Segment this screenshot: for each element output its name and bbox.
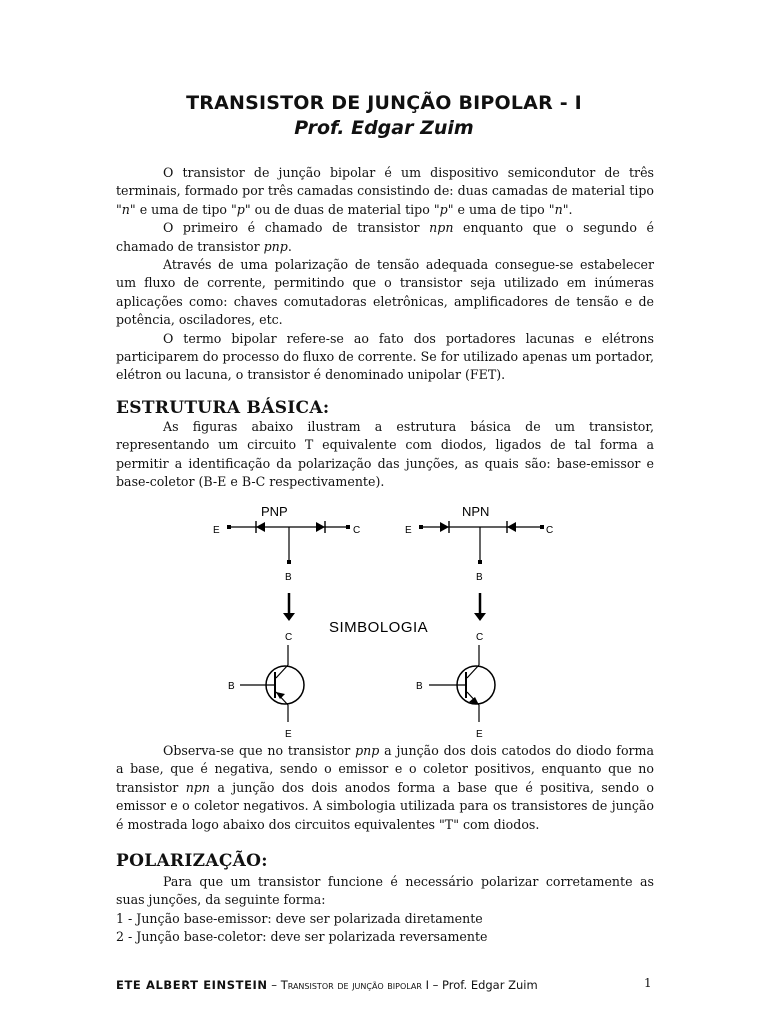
intro-paragraph-4: O termo bipolar refere-se ao fato dos portadores lacunas e elétrons participarem do processo do fluxo de corrente. Se for utilizado apenas um portador, elétron ou lacuna, o transistor é denominado unipolar (FET). xyxy=(116,330,654,383)
pnp-diode-be-icon xyxy=(256,522,265,532)
document-title: TRANSISTOR DE JUNÇÃO BIPOLAR - I xyxy=(186,92,582,114)
npn-c-terminal xyxy=(540,525,544,529)
estrutura-paragraph-1: As figuras abaixo ilustram a estrutura básica de um transistor, representando um circuito T equivalente com diodos, ligados de tal forma a permitir a identificação da polarização das junções, as quais são: base-emissor e base-coletor (B-E e B-C respectivamente). xyxy=(116,419,654,490)
pnp-equivalent-circuit xyxy=(213,504,360,621)
pnp-e-label: E xyxy=(213,525,220,536)
pnp-e-terminal xyxy=(227,525,231,529)
svg-text:C: C xyxy=(285,632,293,643)
heading-estrutura: ESTRUTURA BÁSICA: xyxy=(116,398,330,418)
simbologia-label: SIMBOLOGIA xyxy=(329,619,429,636)
npn-diode-be-icon xyxy=(440,522,449,532)
npn-e-label: E xyxy=(405,525,412,536)
polarizacao-item-1: 1 - Junção base-emissor: deve ser polarizada diretamente xyxy=(116,910,483,926)
footer-school: ETE ALBERT EINSTEIN xyxy=(116,978,268,992)
intro-paragraph-1: O transistor de junção bipolar é um dispositivo semicondutor de três terminais, formado por três camadas consistindo de: duas camadas de material tipo "n" e uma de tipo "p" ou de duas de material tipo "p" e uma de tipo "n". xyxy=(116,165,654,217)
intro-paragraph-3: Através de uma polarização de tensão adequada consegue-se estabelecer um fluxo de corrente, permitindo que o transistor seja utilizado em inúmeras aplicações como: chaves comutadoras eletrônicas, amplificadores de tensão e de potência, osciladores, etc. xyxy=(116,257,654,328)
polarizacao-paragraph: Para que um transistor funcione é necessário polarizar corretamente as suas junções, da seguinte forma: xyxy=(116,874,654,908)
npn-equivalent-circuit xyxy=(405,504,553,621)
svg-text:E: E xyxy=(285,729,292,740)
svg-text:E: E xyxy=(476,729,483,740)
footer-subject: Transistor de junção bipolar xyxy=(280,978,422,992)
npn-e-terminal xyxy=(419,525,423,529)
estrutura-text-2 xyxy=(116,742,654,834)
pnp-c-label: C xyxy=(353,525,361,536)
svg-text:B: B xyxy=(416,681,423,692)
npn-transistor-symbol xyxy=(416,632,495,740)
polarizacao-text xyxy=(116,873,654,947)
npn-c-label: C xyxy=(546,525,554,536)
svg-text:B: B xyxy=(228,681,235,692)
npn-label: NPN xyxy=(462,504,490,519)
pnp-c-terminal xyxy=(346,525,350,529)
npn-b-terminal xyxy=(478,560,482,564)
npn-diode-bc-icon xyxy=(507,522,516,532)
polarizacao-item-2: 2 - Junção base-coletor: deve ser polarizada reversamente xyxy=(116,929,488,945)
page-footer: ETE ALBERT EINSTEIN – Transistor de junção bipolar I – Prof. Edgar Zuim xyxy=(116,978,538,992)
svg-text:C: C xyxy=(476,632,484,643)
pnp-emitter-arrow-icon xyxy=(276,692,285,699)
npn-b-label: B xyxy=(476,572,483,583)
pnp-label: PNP xyxy=(261,504,288,519)
intro-paragraph-2: O primeiro é chamado de transistor npn enquanto que o segundo é chamado de transistor pnp. xyxy=(116,220,654,254)
pnp-b-label: B xyxy=(285,572,292,583)
estrutura-paragraph-2: Observa-se que no transistor pnp a junção dos dois catodos do diodo forma a base, que é negativa, sendo o emissor e o coletor positivos, enquanto que no transistor npn a junção dos dois anodos forma a base que é positiva, sendo o emissor e o coletor negativos. A simbologia utilizada para os transistores de junção é mostrada logo abaixo dos circuitos equivalentes "T" com diodos. xyxy=(116,743,655,832)
heading-polarizacao: POLARIZAÇÃO: xyxy=(116,851,268,871)
document-author: Prof. Edgar Zuim xyxy=(294,117,474,139)
pnp-diode-bc-icon xyxy=(316,522,325,532)
pnp-b-terminal xyxy=(287,560,291,564)
page-number: 1 xyxy=(644,976,652,990)
pnp-transistor-symbol xyxy=(228,632,304,740)
footer-author: Prof. Edgar Zuim xyxy=(442,978,538,992)
